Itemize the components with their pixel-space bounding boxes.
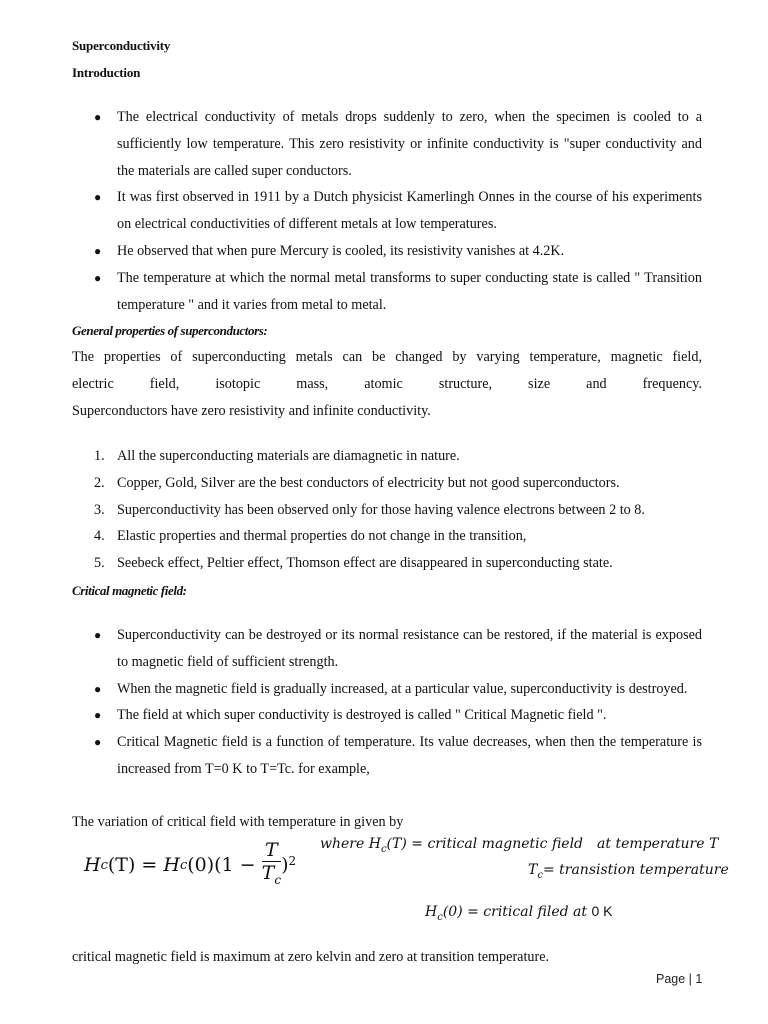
general-properties-paragraph: The properties of superconducting metals can be changed by varying temperature, magnetic field, electric field, isotopic mass, atomic structure, size and frequency. Superconductors have zero resistivity and infinite conductivity.: [72, 349, 702, 419]
variation-intro: The variation of critical field with temperature in given by: [72, 814, 404, 830]
list-item: 4. Elastic properties and thermal properties do not change in the transition,: [94, 528, 527, 545]
list-item: ● The electrical conductivity of metals drops suddenly to zero, when the specimen is cooled to a sufficiently low temperature. This zero resistivity or infinite conductivity is "super conductivity and the materials are called super conductors.: [72, 104, 702, 184]
bullet-icon: ●: [94, 243, 102, 258]
bullet-icon: ●: [94, 270, 102, 285]
list-item: ● The temperature at which the normal metal transforms to super conducting state is called " Transition temperature " and it varies from metal to metal.: [72, 265, 702, 319]
bullet-icon: ●: [94, 110, 102, 124]
list-item: ● The field at which super conductivity is destroyed is called " Critical Magnetic field ".: [72, 702, 702, 729]
bullet-icon: ●: [94, 190, 102, 205]
intro-heading: Introduction: [72, 65, 141, 80]
intro-bullet-list: [72, 104, 702, 318]
properties-list: [72, 443, 712, 577]
bullet-icon: ●: [94, 628, 102, 642]
critical-field-formula: H c (T) = H c (0)(1 − $\frac{T}{T_c}$ ) $^2$: [84, 836, 296, 894]
critical-bullet-list: [72, 622, 702, 783]
page-number: Page | 1: [656, 972, 703, 986]
list-item: 1. All the superconducting materials are diamagnetic in nature.: [94, 448, 460, 464]
fraction: $\frac{T}{T_c}$: [262, 839, 281, 891]
list-item: 3. Superconductivity has been observed only for those having valence electrons between 2 to 8.: [94, 501, 645, 518]
list-item: ● He observed that when pure Mercury is cooled, its resistivity vanishes at 4.2K.: [72, 238, 702, 265]
conclusion-text: critical magnetic field is maximum at zero kelvin and zero at transition temperature.: [72, 949, 550, 965]
list-item: ● Critical Magnetic field is a function of temperature. Its value decreases, when then the temperature is increased from T=0 K to T=Tc. for example,: [72, 729, 702, 783]
bullet-icon: ●: [94, 681, 102, 696]
bullet-icon: ●: [94, 735, 102, 750]
document-title: Superconductivity: [72, 38, 171, 53]
list-item: ● It was first observed in 1911 by a Dutch physicist Kamerlingh Onnes in the course of his experiments on electrical conductivities of different metals at low temperatures.: [72, 184, 702, 238]
bullet-icon: ●: [94, 708, 102, 723]
where-line-critical-field-zero: $H_c(0)$ = critical filed at 0 K: [425, 903, 613, 923]
list-item: 5. Seebeck effect, Peltier effect, Thomson effect are disappeared in superconducting state.: [94, 555, 613, 572]
list-item: ● When the magnetic field is gradually increased, at a particular value, superconductivity is destroyed.: [72, 676, 702, 703]
list-item: ● Superconductivity can be destroyed or its normal resistance can be restored, if the material is exposed to magnetic field of sufficient strength.: [72, 622, 702, 676]
where-line-critical-field: where $H_c(T)$ = critical magnetic field at temperature T: [320, 836, 719, 855]
general-properties-heading: General properties of superconductors:: [72, 323, 268, 338]
critical-field-heading: Critical magnetic field:: [72, 583, 187, 598]
where-line-transition-temperature: $T_c=$ transistion temperature: [528, 862, 729, 881]
list-item: 2. Copper, Gold, Silver are the best conductors of electricity but not good superconductors.: [94, 474, 620, 491]
